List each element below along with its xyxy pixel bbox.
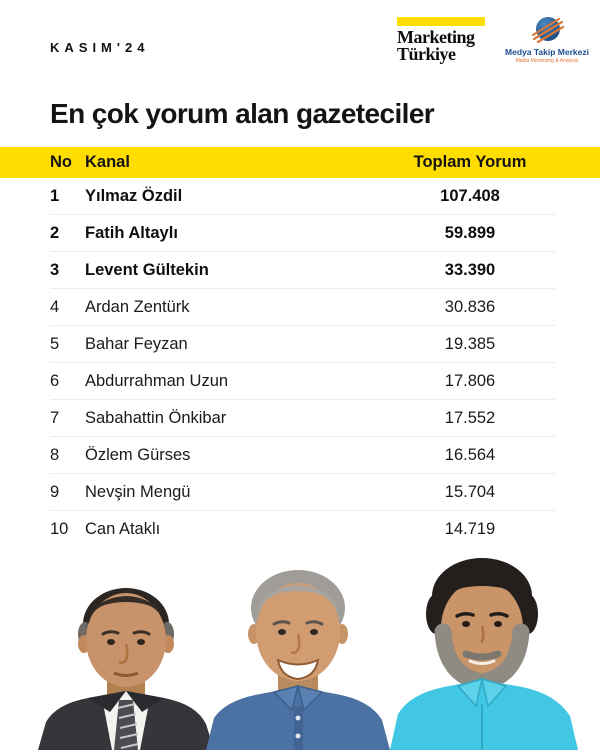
comment-count-cell: 14.719 — [444, 520, 496, 538]
table-row — [50, 363, 555, 400]
journalist-name-cell: Ardan Zentürk — [85, 297, 190, 316]
comment-count-cell: 17.552 — [444, 408, 496, 427]
column-header-kanal: Kanal — [85, 153, 130, 171]
table-row — [50, 400, 555, 437]
medya-takip-merkezi-name: Medya Takip Merkezi — [505, 47, 589, 57]
journalist-name-cell: Sabahattin Önkibar — [85, 408, 227, 427]
comment-count-cell: 15.704 — [444, 482, 496, 501]
rank-cell: 5 — [50, 334, 60, 353]
medya-takip-merkezi-tagline: Media Monitoring & Analysis — [515, 58, 579, 64]
comment-count-cell: 17.806 — [444, 371, 496, 390]
rank-cell: 3 — [50, 260, 60, 279]
table-row — [50, 252, 555, 289]
rank-cell: 8 — [50, 445, 60, 464]
table-header-row — [0, 147, 600, 178]
period-label: KASIM'24 — [50, 40, 150, 55]
journalist-name-cell: Can Ataklı — [85, 520, 161, 538]
table-row — [50, 437, 555, 474]
table-row — [50, 178, 555, 215]
rank-cell: 1 — [50, 186, 60, 205]
journalist-name-cell: Levent Gültekin — [85, 260, 209, 279]
table-row — [50, 289, 555, 326]
comment-count-cell: 19.385 — [444, 334, 496, 353]
table-row — [50, 326, 555, 363]
comment-count-cell: 16.564 — [444, 445, 496, 464]
page-title: En çok yorum alan gazeteciler — [50, 98, 435, 129]
medya-takip-merkezi-logo — [504, 14, 590, 64]
table-row — [50, 215, 555, 252]
photo-fatih-altayli — [30, 572, 220, 750]
marketing-turkiye-logo — [397, 17, 485, 62]
table-body — [0, 178, 600, 548]
comment-count-cell: 107.408 — [440, 186, 500, 205]
photo-levent-gultekin — [382, 554, 587, 750]
rank-cell: 6 — [50, 371, 60, 390]
journalist-name-cell: Bahar Feyzan — [85, 334, 188, 353]
photo-yilmaz-ozdil — [196, 560, 401, 750]
marketing-turkiye-logo-yellow-bar — [397, 17, 485, 26]
rank-cell: 10 — [50, 520, 69, 538]
journalist-name-cell: Fatih Altaylı — [85, 223, 178, 242]
journalist-name-cell: Yılmaz Özdil — [85, 186, 183, 205]
top-journalists-photos — [0, 545, 600, 750]
comment-count-cell: 59.899 — [444, 223, 496, 242]
comment-count-cell: 33.390 — [444, 260, 496, 279]
marketing-turkiye-logo-line1: Marketing — [397, 27, 475, 47]
rank-cell: 2 — [50, 223, 60, 242]
rank-cell: 4 — [50, 297, 60, 316]
rank-cell: 7 — [50, 408, 60, 427]
rank-cell: 9 — [50, 482, 60, 501]
table-row — [50, 511, 555, 548]
column-header-toplam-yorum: Toplam Yorum — [413, 153, 527, 171]
journalist-name-cell: Nevşin Mengü — [85, 482, 191, 501]
column-header-no: No — [50, 153, 72, 171]
journalist-name-cell: Özlem Gürses — [85, 445, 191, 464]
marketing-turkiye-logo-line2: Türkiye — [397, 43, 456, 64]
globe-icon — [529, 14, 565, 46]
comment-count-cell: 30.836 — [444, 297, 496, 316]
table-row — [50, 474, 555, 511]
journalist-name-cell: Abdurrahman Uzun — [85, 371, 229, 390]
